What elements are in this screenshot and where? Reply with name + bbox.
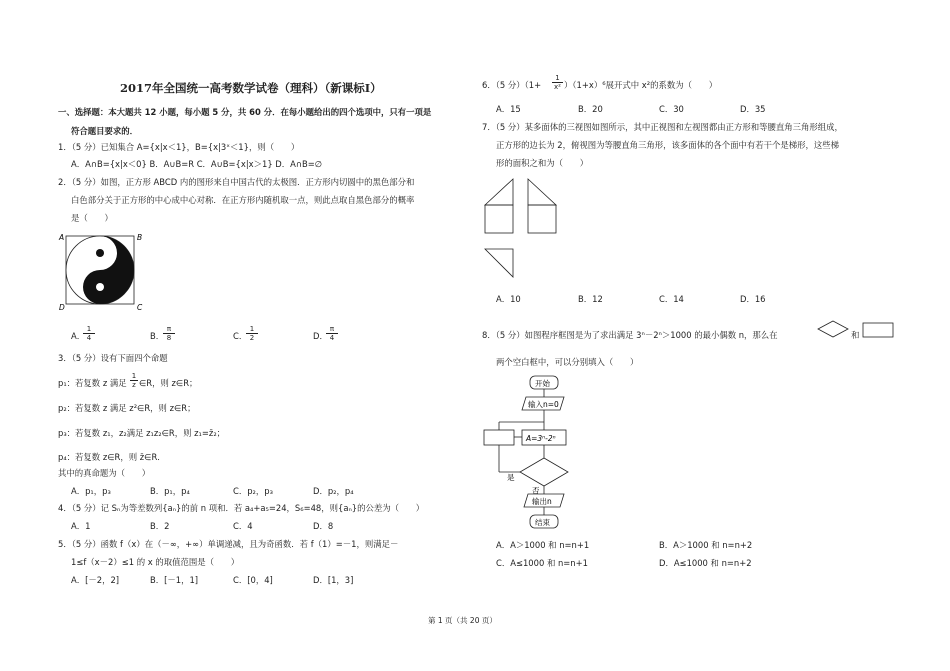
q1-stem: 1．（5 分）已知集合 A={x|x＜1}，B={x|3ˣ＜1}，则（ ） bbox=[58, 142, 300, 152]
q6-option-c: C．30 bbox=[659, 104, 684, 114]
frac-num: 1 bbox=[131, 372, 137, 380]
q2-line3: 是（ ） bbox=[71, 213, 113, 223]
frac-den: x² bbox=[552, 82, 563, 91]
q2-option-a-letter: A． bbox=[71, 331, 86, 341]
q4-option-c: C．4 bbox=[233, 521, 253, 531]
flow-input-label: 输入n=0 bbox=[528, 400, 559, 409]
q8-option-a: A．A＞1000 和 n=n+1 bbox=[496, 540, 590, 550]
q3-p1-pre: p₁：若复数 z 满足 bbox=[58, 378, 127, 388]
q2-option-d-letter: D． bbox=[313, 331, 328, 341]
flow-yes-label: 是 bbox=[507, 473, 515, 482]
q2-line2: 白色部分关于正方形的中心成中心对称．在正方形内随机取一点，则此点取自黑色部分的概率 bbox=[71, 195, 415, 205]
page-title: 2017年全国统一高考数学试卷（理科）（新课标Ⅰ） bbox=[120, 81, 382, 95]
blank-rect-icon bbox=[862, 322, 894, 338]
q5-line2: 1≤f（x－2）≤1 的 x 的取值范围是（ ） bbox=[71, 557, 240, 567]
q7-option-a: A．10 bbox=[496, 294, 521, 304]
page-footer: 第 1 页（共 20 页） bbox=[428, 616, 497, 625]
q6-option-b: B．20 bbox=[578, 104, 603, 114]
frac-den: 4 bbox=[326, 333, 338, 342]
q4-option-a: A．1 bbox=[71, 521, 91, 531]
frac-den: 2 bbox=[246, 333, 258, 342]
q3-stem: 3．（5 分）设有下面四个命题 bbox=[58, 353, 168, 363]
q2-option-b-frac bbox=[163, 325, 175, 342]
q6-post: ）（1+x）⁶展开式中 x²的系数为（ ） bbox=[564, 80, 718, 90]
q7-line1: 7．（5 分）某多面体的三视图如图所示，其中正视图和左视图都由正方形和等腰直角三角形组成， bbox=[482, 122, 843, 132]
q3-option-a: A．p₁，p₃ bbox=[71, 486, 111, 496]
q1-options: A．A∩B={x|x＜0} B．A∪B=R C．A∪B={x|x＞1} D．A∩B=∅ bbox=[71, 159, 323, 169]
frac-num: 1 bbox=[555, 74, 560, 82]
q5-option-b: B．[－1，1] bbox=[150, 575, 199, 585]
q4-option-b: B．2 bbox=[150, 521, 170, 531]
q3-p1-post: ∈R，则 z∈R； bbox=[139, 378, 198, 388]
q6-option-a: A．15 bbox=[496, 104, 521, 114]
section-heading-cont: 符合题目要求的． bbox=[71, 126, 138, 136]
q4-stem: 4．（5 分）记 Sₙ为等差数列{aₙ}的前 n 项和．若 a₄+a₅=24，S₆=48，则{aₙ}的公差为（ ） bbox=[58, 503, 425, 513]
q8-line1: 8．（5 分）如图程序框图是为了求出满足 3ⁿ－2ⁿ＞1000 的最小偶数 n，那么在 bbox=[482, 330, 778, 340]
taiji-figure bbox=[58, 232, 148, 312]
flow-assign-label: A=3ⁿ-2ⁿ bbox=[526, 434, 556, 443]
corner-label-b: B bbox=[137, 233, 143, 242]
q4-option-d: D．8 bbox=[313, 521, 334, 531]
q3-p4: p₄：若复数 z∈R，则 z̄∈R． bbox=[58, 452, 166, 462]
q3-ask: 其中的真命题为（ ） bbox=[58, 468, 151, 478]
q7-option-b: B．12 bbox=[578, 294, 603, 304]
q3-p2: p₂：若复数 z 满足 z²∈R，则 z∈R； bbox=[58, 403, 196, 413]
q8-and: 和 bbox=[851, 330, 860, 340]
q2-line1: 2．（5 分）如图，正方形 ABCD 内的图形来自中国古代的太极图．正方形内切圆中的黑色部分和 bbox=[58, 177, 415, 187]
q2-option-b-letter: B． bbox=[150, 331, 165, 341]
q6-frac bbox=[552, 74, 563, 91]
q5-option-d: D．[1，3] bbox=[313, 575, 354, 585]
frac-num: 1 bbox=[249, 325, 255, 333]
flow-end-label: 结束 bbox=[535, 518, 550, 527]
q2-option-c-letter: C． bbox=[233, 331, 248, 341]
q5-option-c: C．[0，4] bbox=[233, 575, 273, 585]
q3-option-b: B．p₁，p₄ bbox=[150, 486, 190, 496]
flowchart bbox=[480, 372, 580, 532]
q6-pre: 6．（5 分）（1+ bbox=[482, 80, 542, 90]
frac-den: 4 bbox=[83, 333, 95, 342]
q8-option-b: B．A＞1000 和 n=n+2 bbox=[659, 540, 753, 550]
flow-blank-diamond bbox=[520, 458, 568, 486]
corner-label-c: C bbox=[137, 303, 143, 312]
q7-line3: 形的面积之和为（ ） bbox=[496, 158, 589, 168]
frac-num: π bbox=[166, 325, 172, 333]
flow-no-label: 否 bbox=[532, 486, 540, 495]
q3-option-d: D．p₂，p₄ bbox=[313, 486, 354, 496]
q3-p3: p₃：若复数 z₁，z₂满足 z₁z₂∈R，则 z₁=z̄₂； bbox=[58, 428, 226, 438]
q8-option-c: C．A≤1000 和 n=n+1 bbox=[496, 558, 588, 568]
flow-start-label: 开始 bbox=[535, 379, 550, 388]
q8-option-d: D．A≤1000 和 n=n+2 bbox=[659, 558, 752, 568]
q6-option-d: D．35 bbox=[740, 104, 766, 114]
q7-option-d: D．16 bbox=[740, 294, 766, 304]
frac-den: 8 bbox=[163, 333, 175, 342]
corner-label-d: D bbox=[59, 303, 65, 312]
q2-option-a-frac bbox=[83, 325, 95, 342]
three-view-figure bbox=[482, 176, 572, 286]
q5-line1: 5．（5 分）函数 f（x）在（－∞，+∞）单调递减，且为奇函数．若 f（1）=－1，则满足－ bbox=[58, 539, 399, 549]
q7-option-c: C．14 bbox=[659, 294, 684, 304]
corner-label-a: A bbox=[59, 233, 65, 242]
frac-num: 1 bbox=[86, 325, 92, 333]
q2-option-c-frac bbox=[246, 325, 258, 342]
frac-num: π bbox=[329, 325, 335, 333]
q5-option-a: A．[－2，2] bbox=[71, 575, 120, 585]
q3-option-c: C．p₂，p₃ bbox=[233, 486, 273, 496]
flow-blank-rect bbox=[484, 430, 514, 445]
blank-diamond-icon bbox=[817, 320, 849, 338]
q8-line2: 两个空白框中，可以分别填入（ ） bbox=[496, 357, 639, 367]
section-heading: 一、选择题：本大题共 12 小题，每小题 5 分，共 60 分．在每小题给出的四个选项中，只有一项是 bbox=[58, 107, 432, 117]
q3-p1-frac bbox=[130, 372, 138, 389]
q2-option-d-frac bbox=[326, 325, 338, 342]
q7-line2: 正方形的边长为 2，俯视图为等腰直角三角形，该多面体的各个面中有若干个是梯形，这些梯 bbox=[496, 140, 839, 150]
flow-output-label: 输出n bbox=[532, 497, 552, 506]
frac-den: z bbox=[130, 380, 138, 389]
